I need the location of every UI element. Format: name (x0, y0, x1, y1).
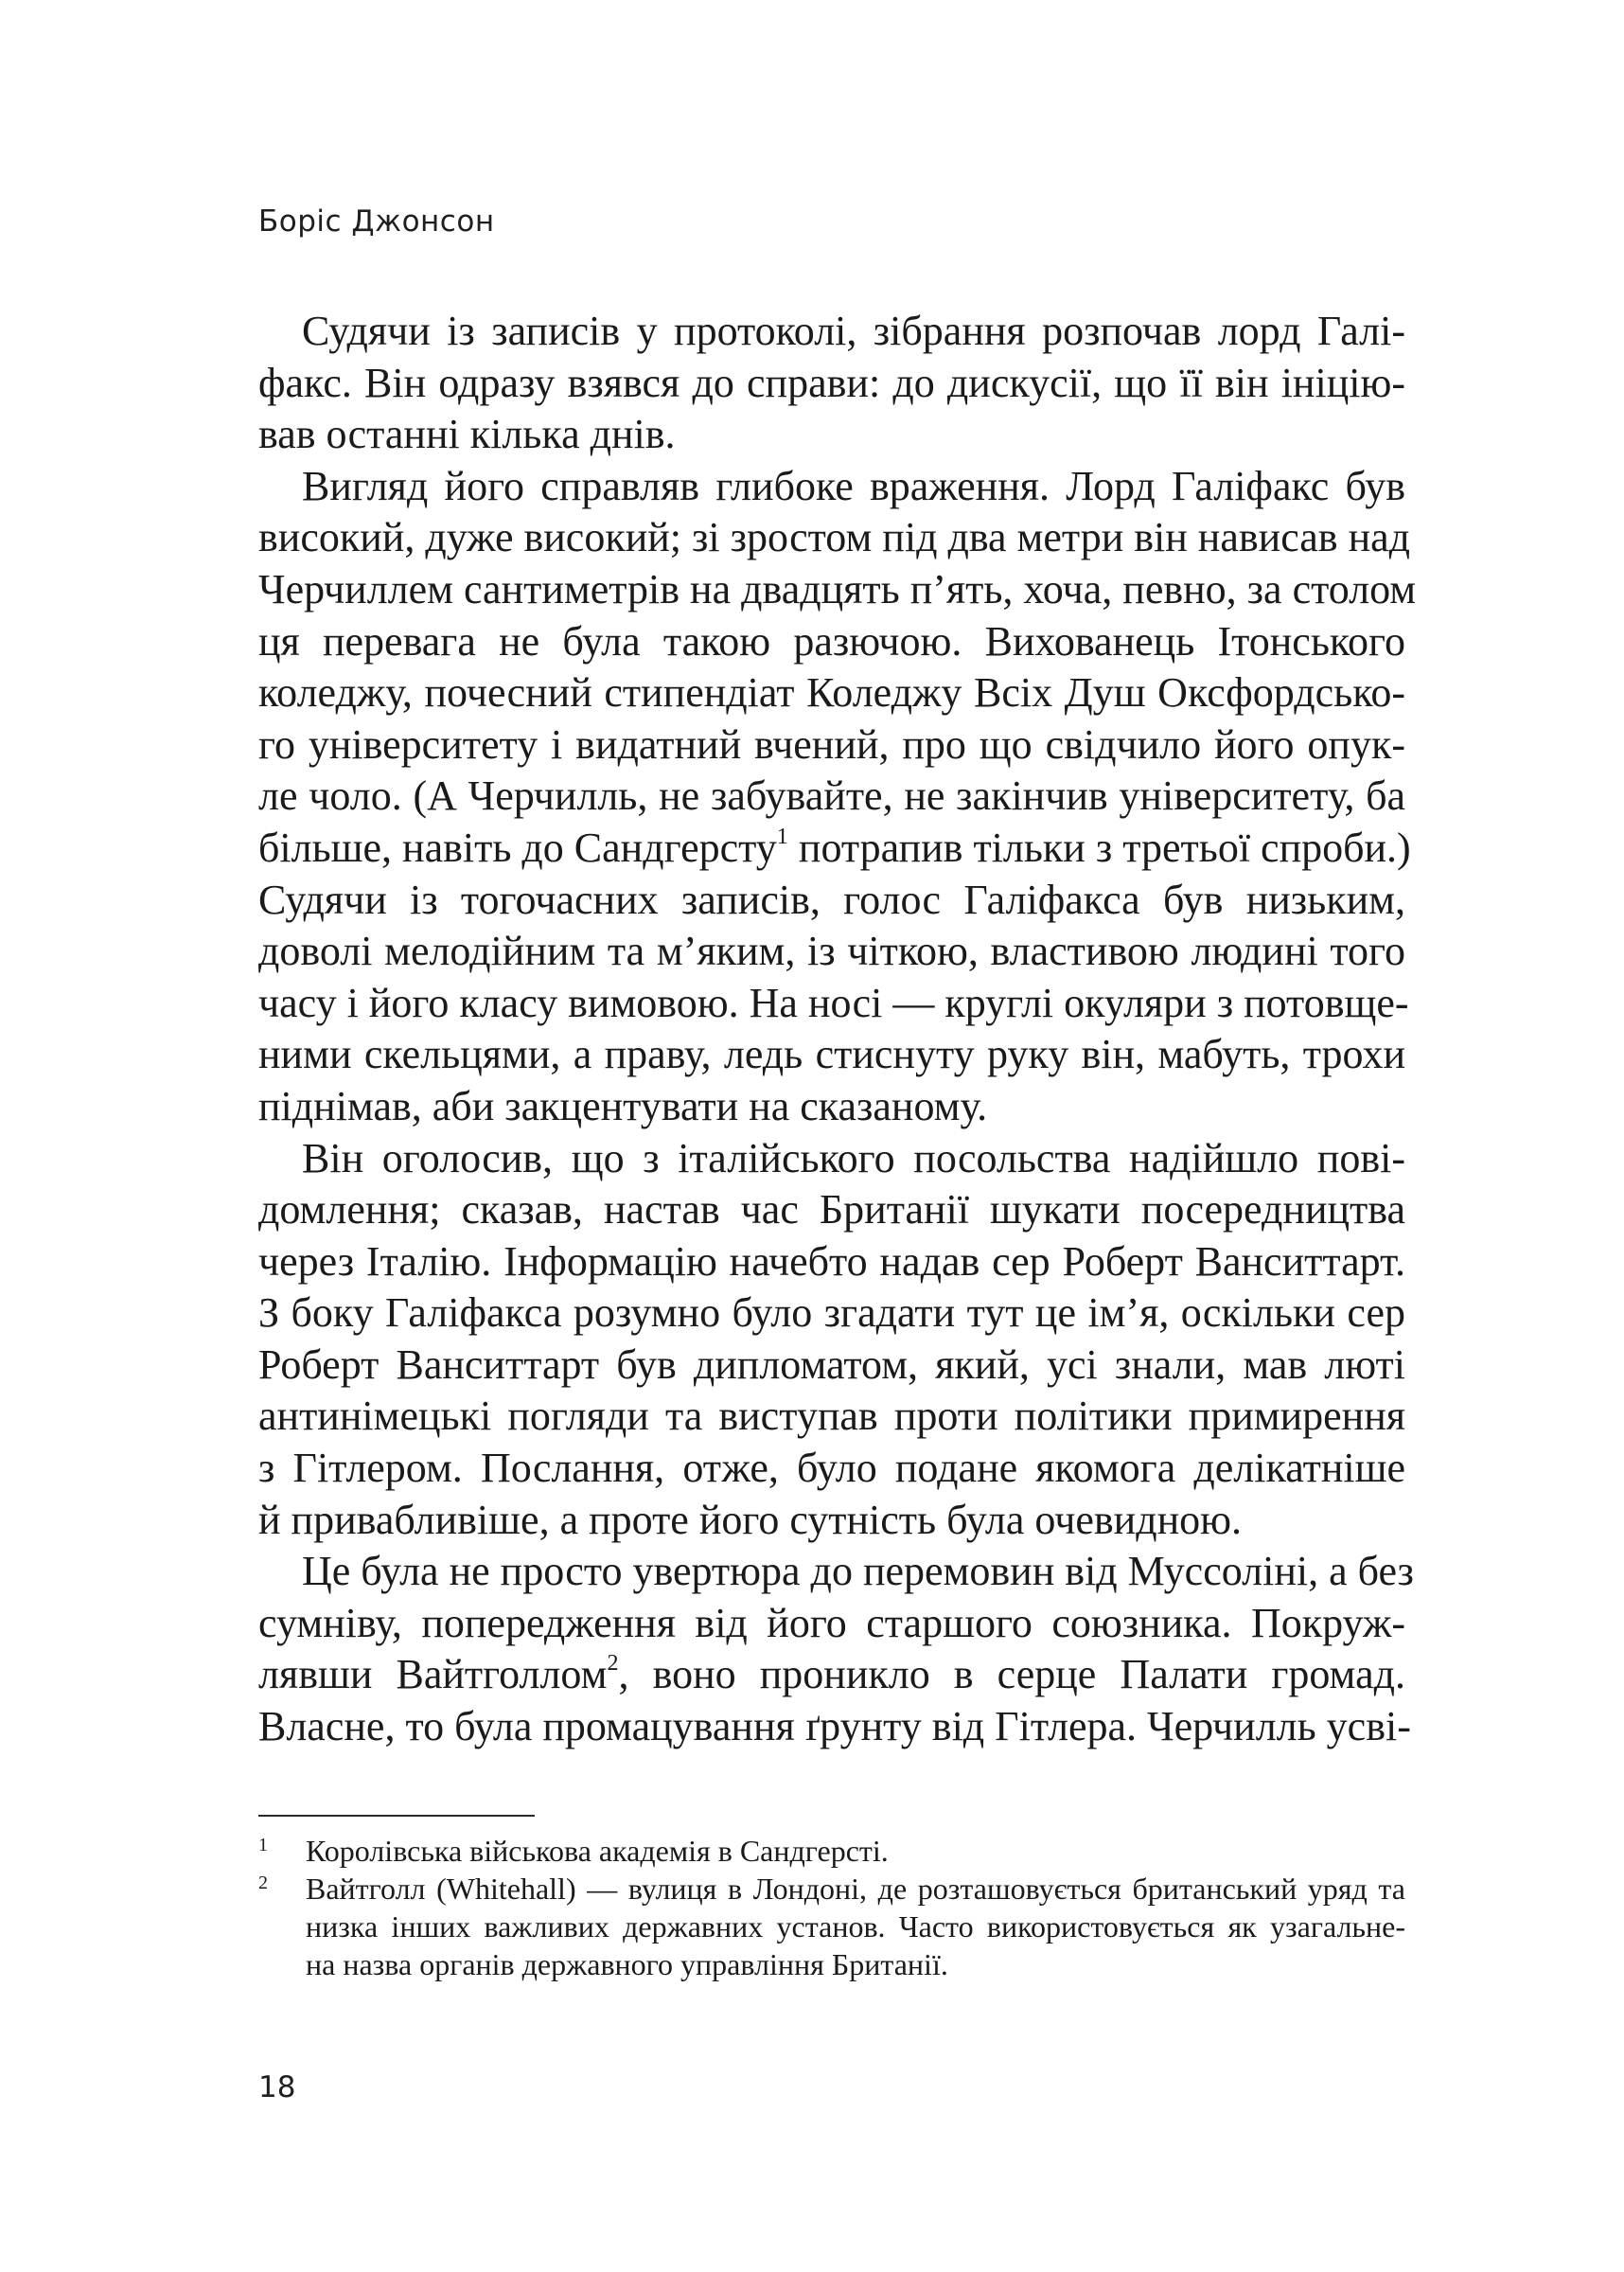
text-fragment: більше, навіть до Сандгерсту (258, 824, 777, 871)
text-line: й привабливіше, а проте його сутність була очевидною. (258, 1496, 1243, 1543)
running-head: Боріс Джонсон (258, 204, 495, 239)
text-line: вав останні кілька днів. (258, 411, 676, 458)
footnote-line: на назва органів державного управління Британії. (306, 1947, 948, 1981)
text-line: факс. Він одразу взявся до справи: до дискусії, що її він ініцію- (258, 359, 1405, 406)
text-line: Це була не просто увертюра до перемовин від Муссоліні, а без (302, 1548, 1414, 1595)
text-line: високий, дуже високий; зі зростом під два метри він нависав над (258, 514, 1411, 561)
text-line: антинімецькі погляди та виступав проти політики примирення (258, 1393, 1405, 1440)
text-line: Судячи із записів у протоколі, зібрання розпочав лорд Галі- (302, 308, 1405, 354)
footnote-1 (258, 1832, 1405, 1870)
footnote-line: низка інших важливих державних установ. Часто використовується як узагальне- (306, 1909, 1405, 1944)
text-fragment: потрапив тільки з третьої спроби.) (787, 824, 1411, 871)
footnote-ref-2: 2 (607, 1650, 619, 1677)
paragraph-2 (258, 461, 1417, 1133)
text-line: сумніву, попередження від його старшого союзника. Покруж- (258, 1599, 1405, 1646)
text-line: через Італію. Інформацію начебто надав сер Роберт Ванситтарт. (258, 1237, 1405, 1285)
text-line: часу і його класу вимовою. На носі — круглі окуляри з потовще- (258, 979, 1409, 1026)
text-line: Судячи із тогочасних записів, голос Галіфакса був низьким, (258, 876, 1405, 923)
paragraph-1 (258, 306, 1405, 461)
footnote-line: Королівська військова академія в Сандгерсті. (306, 1834, 889, 1868)
text-line-with-footnote-ref (258, 823, 1411, 875)
footnote-2 (258, 1870, 1405, 1983)
text-line: го університету і видатний вчений, про що свідчило його опук- (258, 720, 1405, 768)
text-line: ця перевага не була такою разючою. Вихованець Ітонського (258, 617, 1405, 665)
footnote-line: Вайтголл (Whitehall) — вулиця в Лондоні, де розташовується британський уряд та (306, 1872, 1405, 1906)
text-line: піднімав, аби закцентувати на сказаному. (258, 1082, 988, 1129)
text-line: коледжу, почесний стипендіат Коледжу Всіх Душ Оксфордсько- (258, 669, 1405, 717)
text-line: Роберт Ванситтарт був дипломатом, який, усі знали, мав люті (258, 1340, 1405, 1388)
text-fragment: , воно проникло в серце Палати громад. (618, 1651, 1405, 1698)
footnote-number: 1 (258, 1835, 268, 1855)
body-text (258, 306, 1417, 1753)
footnote-divider (258, 1815, 535, 1817)
paragraph-4 (258, 1546, 1414, 1752)
text-line: Він оголосив, що з італійського посольства надійшло пові- (302, 1134, 1405, 1181)
text-line: Власне, то була промацування ґрунту від Гітлера. Черчилль усві- (258, 1703, 1411, 1750)
text-line: Черчиллем сантиметрів на двадцять п’ять, хоча, певно, за столом (258, 565, 1417, 612)
text-line: Вигляд його справляв глибоке враження. Лорд Галіфакс був (302, 462, 1405, 509)
text-line: З боку Галіфакса розумно було згадати тут це ім’я, оскільки сер (258, 1289, 1405, 1337)
text-line: з Гітлером. Послання, отже, було подане якомога делікатніше (258, 1445, 1405, 1492)
footnote-ref-1: 1 (776, 823, 788, 849)
footnote-number: 2 (258, 1873, 268, 1893)
text-line: доволі мелодійним та м’яким, із чіткою, властивою людині того (258, 928, 1405, 975)
text-line: домлення; сказав, настав час Британії шукати посередництва (258, 1186, 1405, 1234)
paragraph-3 (258, 1133, 1405, 1547)
text-fragment: лявши Вайтголлом (258, 1651, 608, 1698)
text-line-with-footnote-ref (258, 1649, 1405, 1701)
text-line: ле чоло. (А Черчилль, не забувайте, не закінчив університету, ба (258, 772, 1405, 820)
text-line: ними скельцями, а праву, ледь стиснуту руку він, мабуть, трохи (258, 1031, 1405, 1078)
page-number: 18 (258, 2070, 296, 2104)
footnotes (258, 1832, 1405, 1983)
